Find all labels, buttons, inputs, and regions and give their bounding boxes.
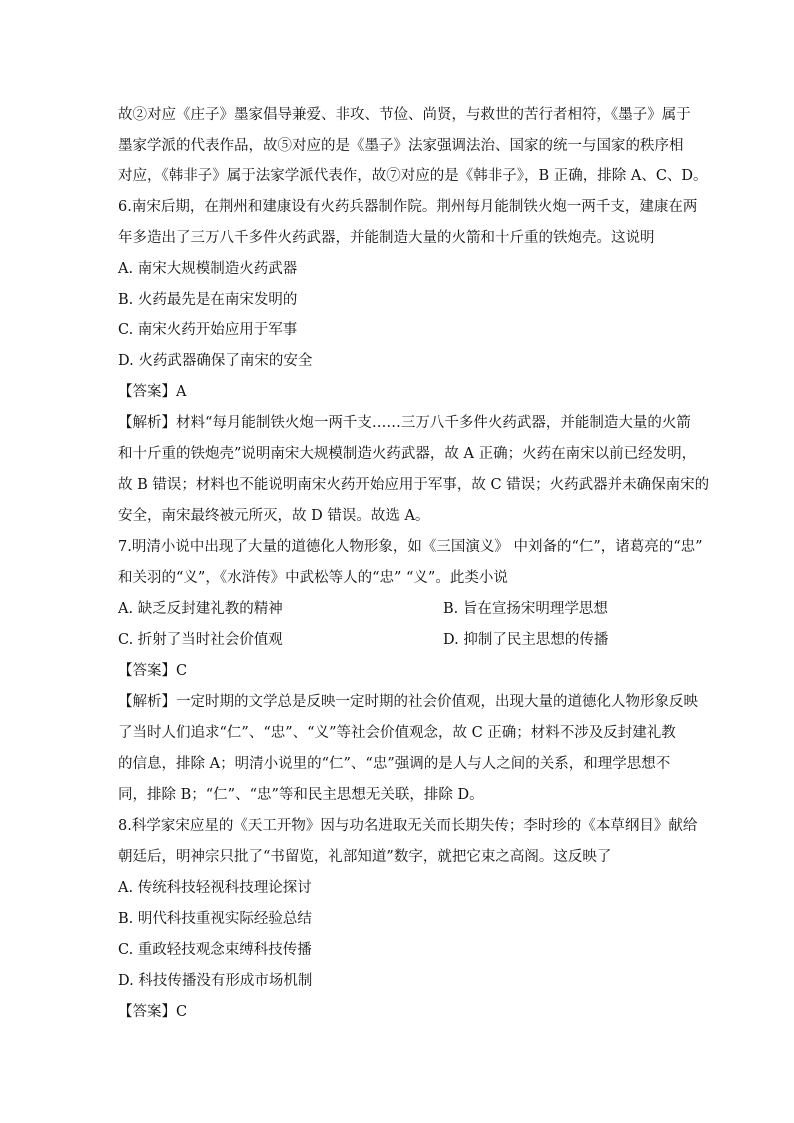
question-8-stem-line-1: 8.科学家宋应星的《天工开物》因与功名进取无关而长期失传；李时珍的《本草纲目》献给 (118, 818, 698, 834)
question-7-explanation-line-3: 的信息，排除 A；明清小说里的“仁”、“忠”强调的是人与人之间的关系，和理学思想不 (118, 756, 671, 772)
question-7-explanation-line-1: 【解析】一定时期的文学总是反映一定时期的社会价值观，出现大量的道德化人物形象反映 (118, 694, 698, 710)
question-8-option-b: B. 明代科技重视实际经验总结 (118, 911, 312, 927)
question-8-stem-line-2: 朝廷后，明神宗只批了“书留览，礼部知道”数字，就把它束之高阁。这反映了 (118, 849, 612, 865)
question-8-option-d: D. 科技传播没有形成市场机制 (118, 973, 313, 989)
question-7-explanation-line-2: 了当时人们追求“仁”、“忠”、“义”等社会价值观念，故 C 正确；材料不涉及反封建礼教 (118, 725, 676, 741)
question-7-option-b: B. 旨在宣扬宋明理学思想 (443, 601, 608, 617)
question-6-option-d: D. 火药武器确保了南宋的安全 (118, 353, 313, 369)
prev-explanation-line-2: 墨家学派的代表作品，故⑤对应的是《墨子》法家强调法治、国家的统一与国家的秩序相 (118, 138, 684, 154)
question-6-stem-line-1: 6.南宋后期，在荆州和建康设有火药兵器制作院。荆州每月能制铁火炮一两千支，建康在两 (118, 199, 698, 215)
question-6-option-c: C. 南宋火药开始应用于军事 (118, 322, 298, 338)
question-6-explanation-line-3: 故 B 错误；材料也不能说明南宋火药开始应用于军事，故 C 错误；火药武器并未确保南宋的 (118, 477, 710, 493)
question-7-answer: 【答案】C (118, 663, 188, 679)
question-6-stem-line-2: 年多造出了三万八千多件火药武器，并能制造大量的火箭和十斤重的铁炮壳。这说明 (118, 230, 655, 246)
question-6-explanation-line-2: 和十斤重的铁炮壳”说明南宋大规模制造火药武器，故 A 正确；火药在南宋以前已经发明， (118, 446, 697, 462)
question-7-option-c: C. 折射了当时社会价值观 (118, 632, 283, 648)
question-7-option-a: A. 缺乏反封建礼教的精神 (118, 601, 283, 617)
question-8-option-a: A. 传统科技轻视科技理论探讨 (118, 880, 312, 896)
question-6-explanation-line-1: 【解析】材料“每月能制铁火炮一两千支……三万八千多件火药武器，并能制造大量的火箭 (118, 415, 691, 431)
question-7-stem-line-2: 和关羽的“义”，《水浒传》中武松等人的“忠” “义”。此类小说 (118, 570, 508, 586)
question-6-option-a: A. 南宋大规模制造火药武器 (118, 261, 298, 277)
question-6-option-b: B. 火药最先是在南宋发明的 (118, 292, 298, 308)
question-8-answer: 【答案】C (118, 1004, 188, 1020)
question-7-stem-line-1: 7.明清小说中出现了大量的道德化人物形象，如《三国演义》 中刘备的“仁”，诸葛亮的“忠” (118, 539, 703, 555)
question-7-explanation-line-4: 同，排除 B；“仁”、“忠”等和民主思想无关联，排除 D。 (118, 787, 484, 803)
question-7-option-d: D. 抑制了民主思想的传播 (443, 632, 609, 648)
question-8-option-c: C. 重政轻技观念束缚科技传播 (118, 942, 312, 958)
prev-explanation-line-1: 故②对应《庄子》墨家倡导兼爱、非攻、节俭、尚贤，与救世的苦行者相符，《墨子》属于 (118, 107, 691, 123)
question-6-answer: 【答案】A (118, 384, 187, 400)
question-6-explanation-line-4: 安全，南宋最终被元所灭，故 D 错误。故选 A。 (118, 508, 430, 524)
prev-explanation-line-3: 对应，《韩非子》属于法家学派代表作，故⑦对应的是《韩非子》，B 正确，排除 A、C、D。 (118, 168, 708, 184)
